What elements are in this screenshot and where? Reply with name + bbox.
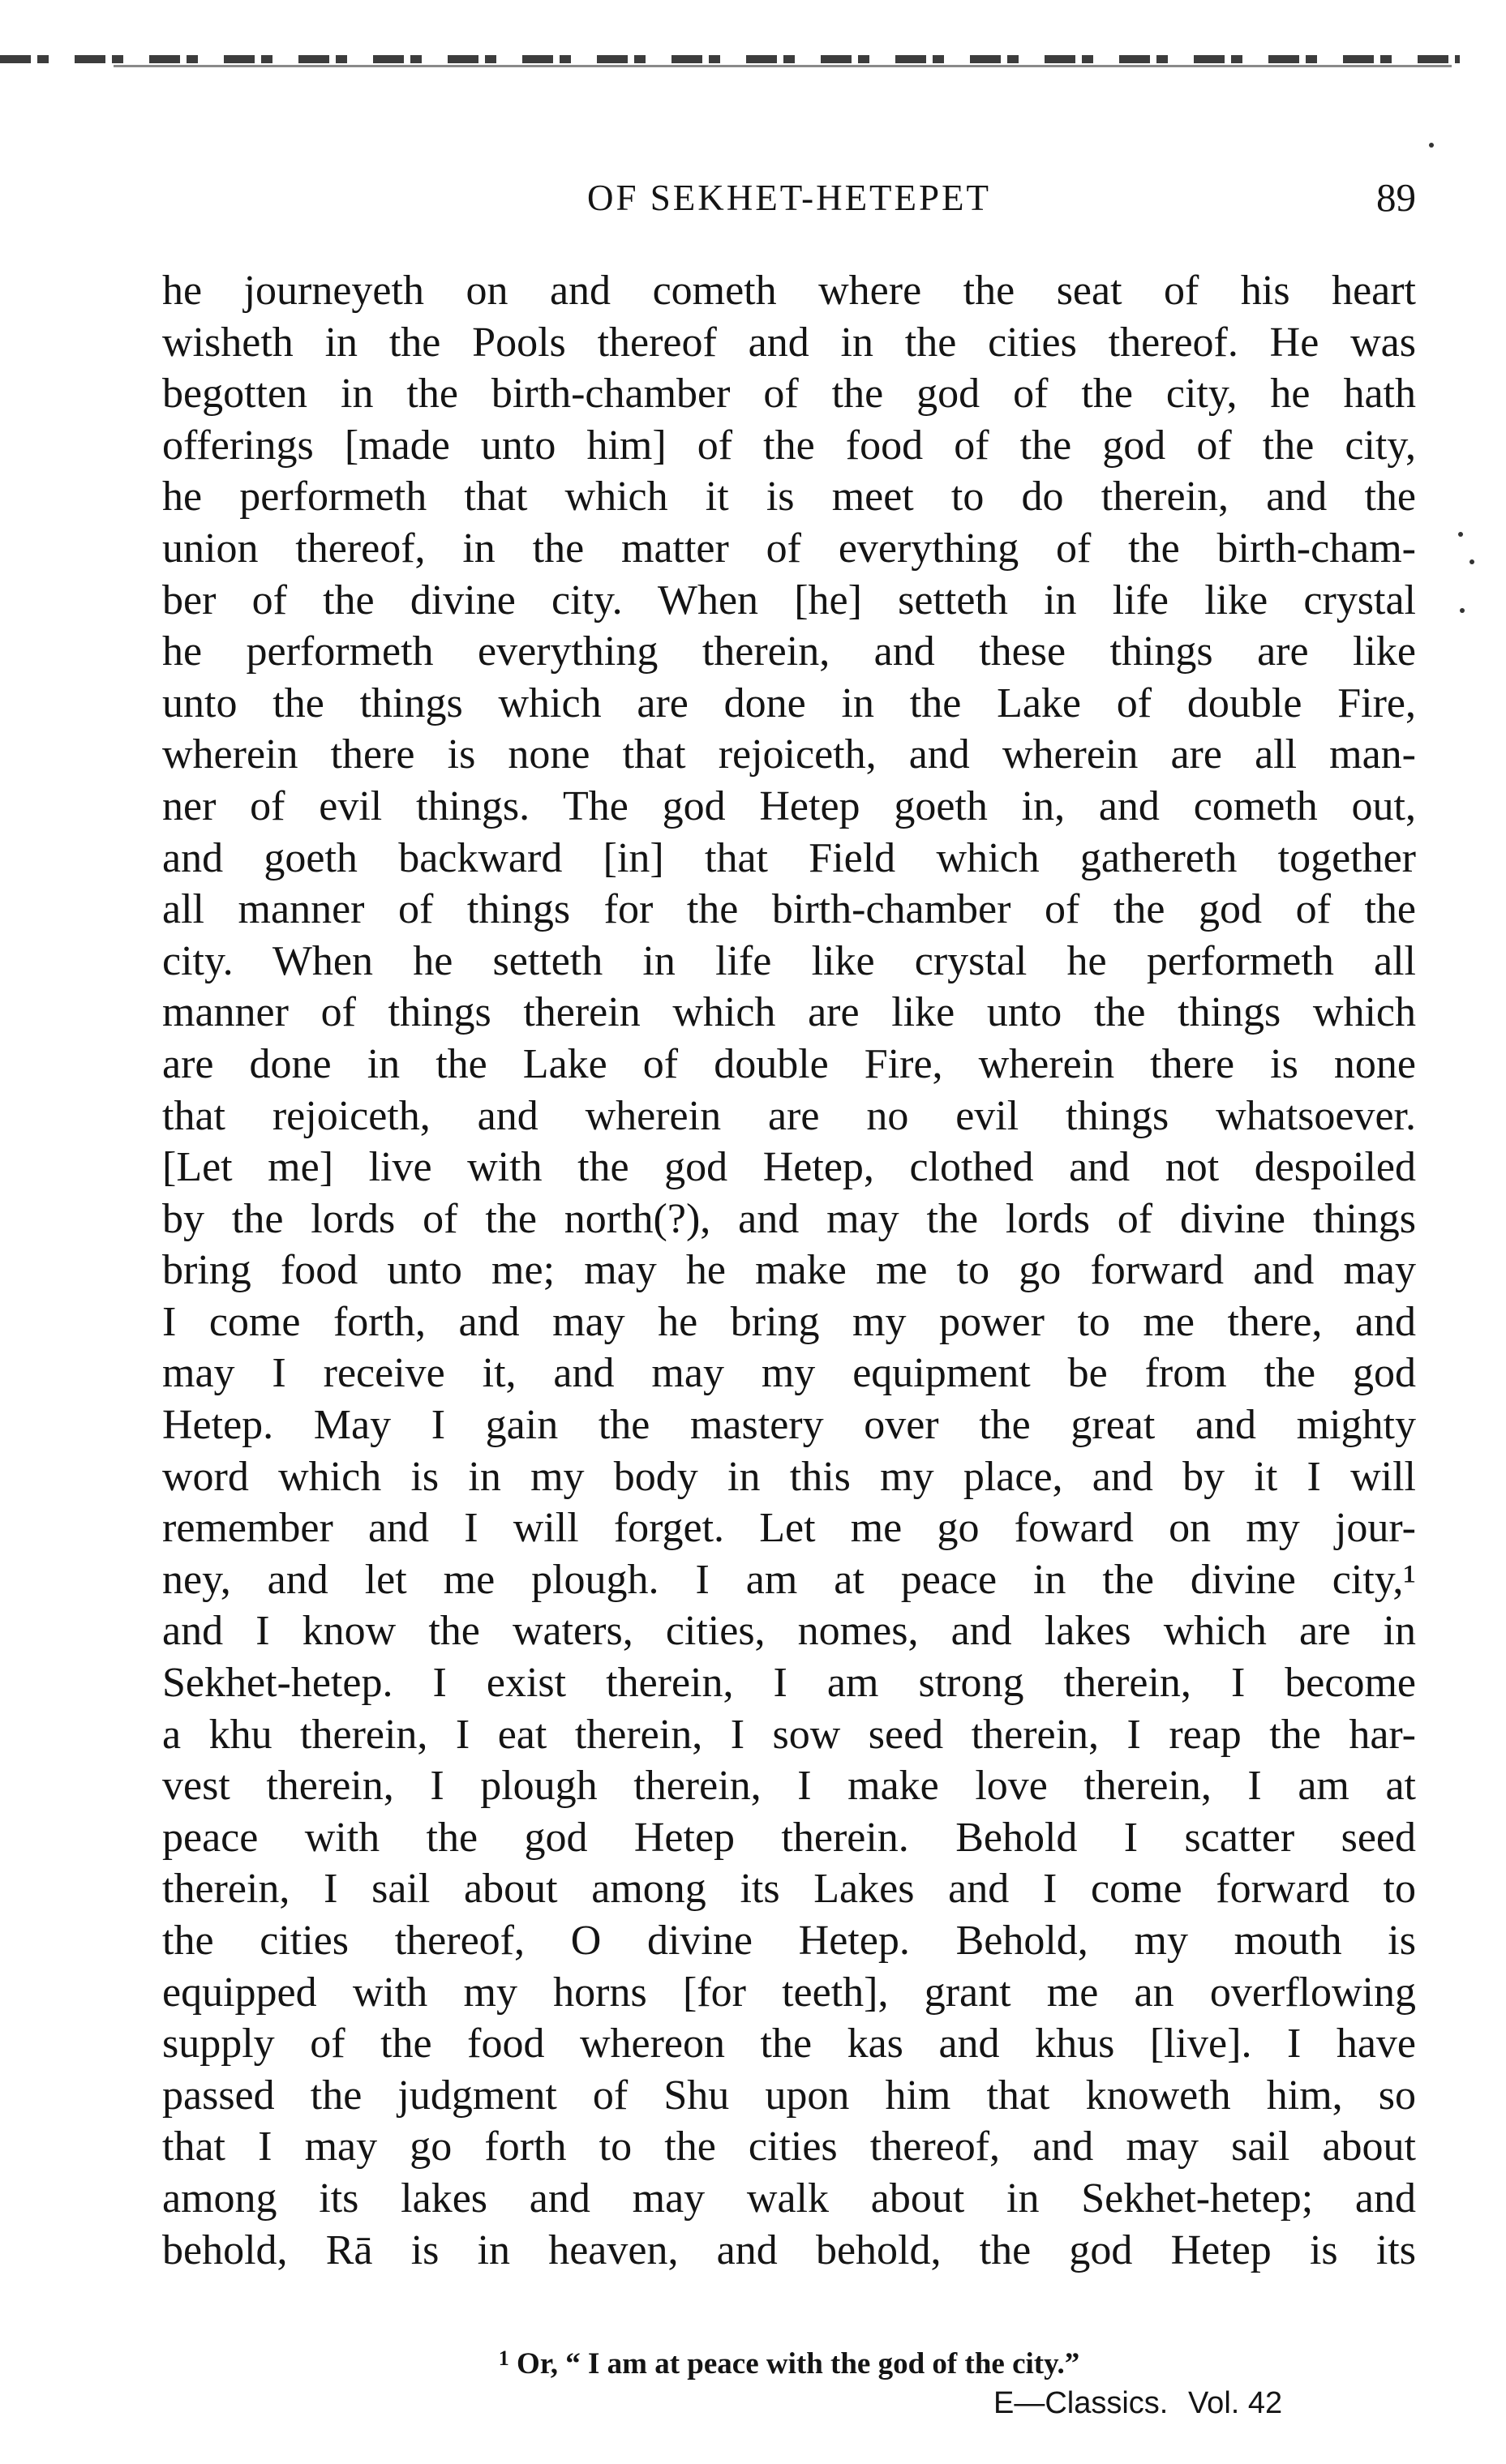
margin-speck	[1470, 559, 1474, 564]
text-line: and goeth backward [in] that Field which gathereth together	[162, 834, 1416, 881]
text-line: by the lords of the north(?), and may the lords of divine things	[162, 1195, 1416, 1242]
text-line: vest therein, I plough therein, I make love therein, I am at	[162, 1763, 1416, 1810]
text-line: that I may go forth to the cities thereof, and may sail about	[162, 2123, 1416, 2170]
text-line: therein, I sail about among its Lakes and I come forward to	[162, 1866, 1416, 1913]
text-line: unto the things which are done in the Lake of double Fire,	[162, 679, 1416, 726]
footnote	[162, 2339, 1416, 2384]
text-line: city. When he setteth in life like crystal he performeth all	[162, 937, 1416, 984]
text-line: a khu therein, I eat therein, I sow seed therein, I reap the har-	[162, 1711, 1416, 1758]
text-line: he performeth that which it is meet to do therein, and the	[162, 474, 1416, 521]
text-line: begotten in the birth-chamber of the god of the city, he hath	[162, 371, 1416, 418]
text-line: I come forth, and may he bring my power to me there, and	[162, 1298, 1416, 1345]
text-line: he performeth everything therein, and these things are like	[162, 628, 1416, 675]
text-line: equipped with my horns [for teeth], grant me an overflowing	[162, 1969, 1416, 2016]
page-number: 89	[1376, 175, 1416, 220]
text-line: Sekhet-hetep. I exist therein, I am strong therein, I become	[162, 1660, 1416, 1707]
printer-signature	[993, 2381, 1375, 2425]
text-line: that rejoiceth, and wherein are no evil things whatsoever.	[162, 1092, 1416, 1139]
signature-volume: Vol. 42	[1187, 2386, 1283, 2420]
running-title: OF SEKHET-HETEPET	[586, 178, 992, 218]
body-text	[162, 265, 1416, 2276]
text-line: peace with the god Hetep therein. Behold I scatter seed	[162, 1814, 1416, 1861]
footnote-text: Or, “ I am at peace with the god of the city.”	[516, 2347, 1080, 2380]
text-line: offerings [made unto him] of the food of the god of the city,	[162, 422, 1416, 469]
text-line: ney, and let me plough. I am at peace in the divine city,¹	[162, 1556, 1416, 1603]
text-line: ner of evil things. The god Hetep goeth in, and cometh out,	[162, 782, 1416, 829]
signature-collection: E—Classics.	[993, 2386, 1169, 2420]
text-line: among its lakes and may walk about in Sekhet-hetep; and	[162, 2175, 1416, 2222]
text-line: behold, Rā is in heaven, and behold, the god Hetep is its	[162, 2226, 1416, 2273]
text-line: ber of the divine city. When [he] setteth in life like crystal	[162, 576, 1416, 623]
top-scan-border	[0, 55, 1460, 63]
text-line: may I receive it, and may my equipment be from the god	[162, 1350, 1416, 1397]
text-line: passed the judgment of Shu upon him that knoweth him, so	[162, 2072, 1416, 2119]
text-line: supply of the food whereon the kas and khus [live]. I have	[162, 2020, 1416, 2068]
text-line: and I know the waters, cities, nomes, and lakes which are in	[162, 1608, 1416, 1655]
text-line: the cities thereof, O divine Hetep. Behold, my mouth is	[162, 1918, 1416, 1964]
top-scan-border-thin	[114, 65, 1452, 67]
text-line: manner of things therein which are like unto the things which	[162, 989, 1416, 1036]
text-line: are done in the Lake of double Fire, wherein there is none	[162, 1040, 1416, 1087]
footnote-marker: 1	[498, 2346, 509, 2370]
text-line: [Let me] live with the god Hetep, clothed and not despoiled	[162, 1144, 1416, 1191]
margin-speck	[1458, 532, 1463, 537]
margin-speck	[1429, 143, 1434, 148]
text-line: union thereof, in the matter of everything of the birth-cham-	[162, 525, 1416, 572]
text-line: wisheth in the Pools thereof and in the cities thereof. He was	[162, 319, 1416, 366]
text-line: he journeyeth on and cometh where the seat of his heart	[162, 268, 1416, 314]
text-line: wherein there is none that rejoiceth, and wherein are all man-	[162, 731, 1416, 778]
text-line: all manner of things for the birth-chamber of the god of the	[162, 886, 1416, 933]
margin-speck	[1460, 608, 1465, 613]
text-line: bring food unto me; may he make me to go forward and may	[162, 1247, 1416, 1294]
text-line: remember and I will forget. Let me go foward on my jour-	[162, 1505, 1416, 1552]
text-line: word which is in my body in this my place, and by it I will	[162, 1453, 1416, 1500]
page-header	[162, 172, 1416, 224]
text-line: Hetep. May I gain the mastery over the great and mighty	[162, 1402, 1416, 1449]
